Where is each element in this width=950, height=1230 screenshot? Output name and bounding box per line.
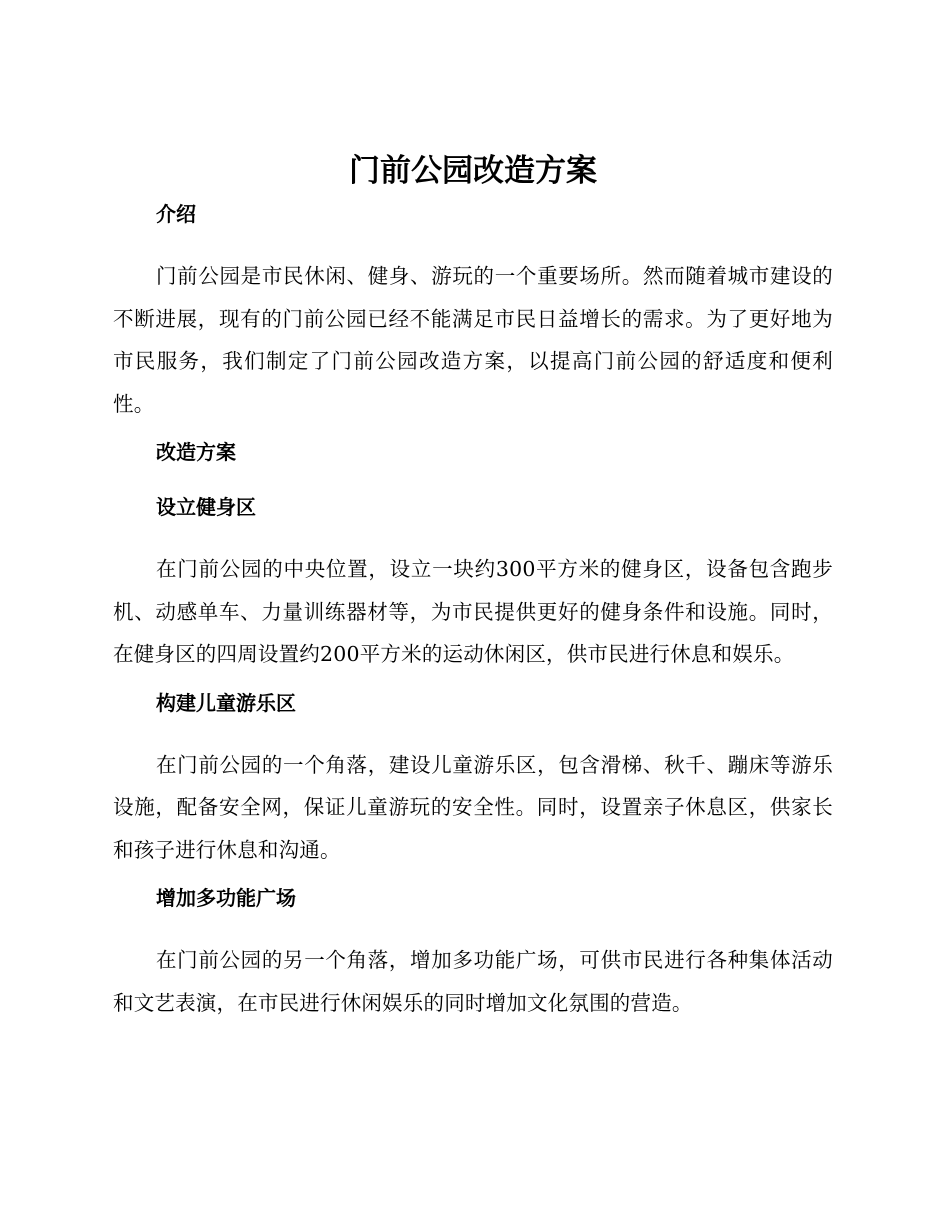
document-page xyxy=(113,148,833,1037)
subsection-heading-fitness: 设立健身区 xyxy=(156,495,256,519)
paragraph-playground: 在门前公园的一个角落，建设儿童游乐区，包含滑梯、秋千、蹦床等游乐设施，配备安全网，保证儿童游玩的安全性。同时，设置亲子休息区，供家长和孩子进行休息和沟通。 xyxy=(113,752,833,862)
paragraph-intro: 门前公园是市民休闲、健身、游玩的一个重要场所。然而随着城市建设的不断进展，现有的门前公园已经不能满足市民日益增长的需求。为了更好地为市民服务，我们制定了门前公园改造方案，以提高门前公园的舒适度和便利性。 xyxy=(113,264,833,416)
subsection-heading-plaza: 增加多功能广场 xyxy=(156,886,296,910)
section-heading-plan: 改造方案 xyxy=(156,440,236,464)
subsection-heading-playground: 构建儿童游乐区 xyxy=(156,690,296,715)
section-heading-intro: 介绍 xyxy=(156,202,196,226)
paragraph-fitness: 在门前公园的中央位置，设立一块约300平方米的健身区，设备包含跑步机、动感单车、力量训练器材等，为市民提供更好的健身条件和设施。同时，在健身区的四周设置约200平方米的运动休闲区，供市民进行休息和娱乐。 xyxy=(113,557,833,666)
paragraph-plaza: 在门前公园的另一个角落，增加多功能广场，可供市民进行各种集体活动和文艺表演，在市民进行休闲娱乐的同时增加文化氛围的营造。 xyxy=(113,948,833,1015)
document-title: 门前公园改造方案 xyxy=(349,153,597,189)
